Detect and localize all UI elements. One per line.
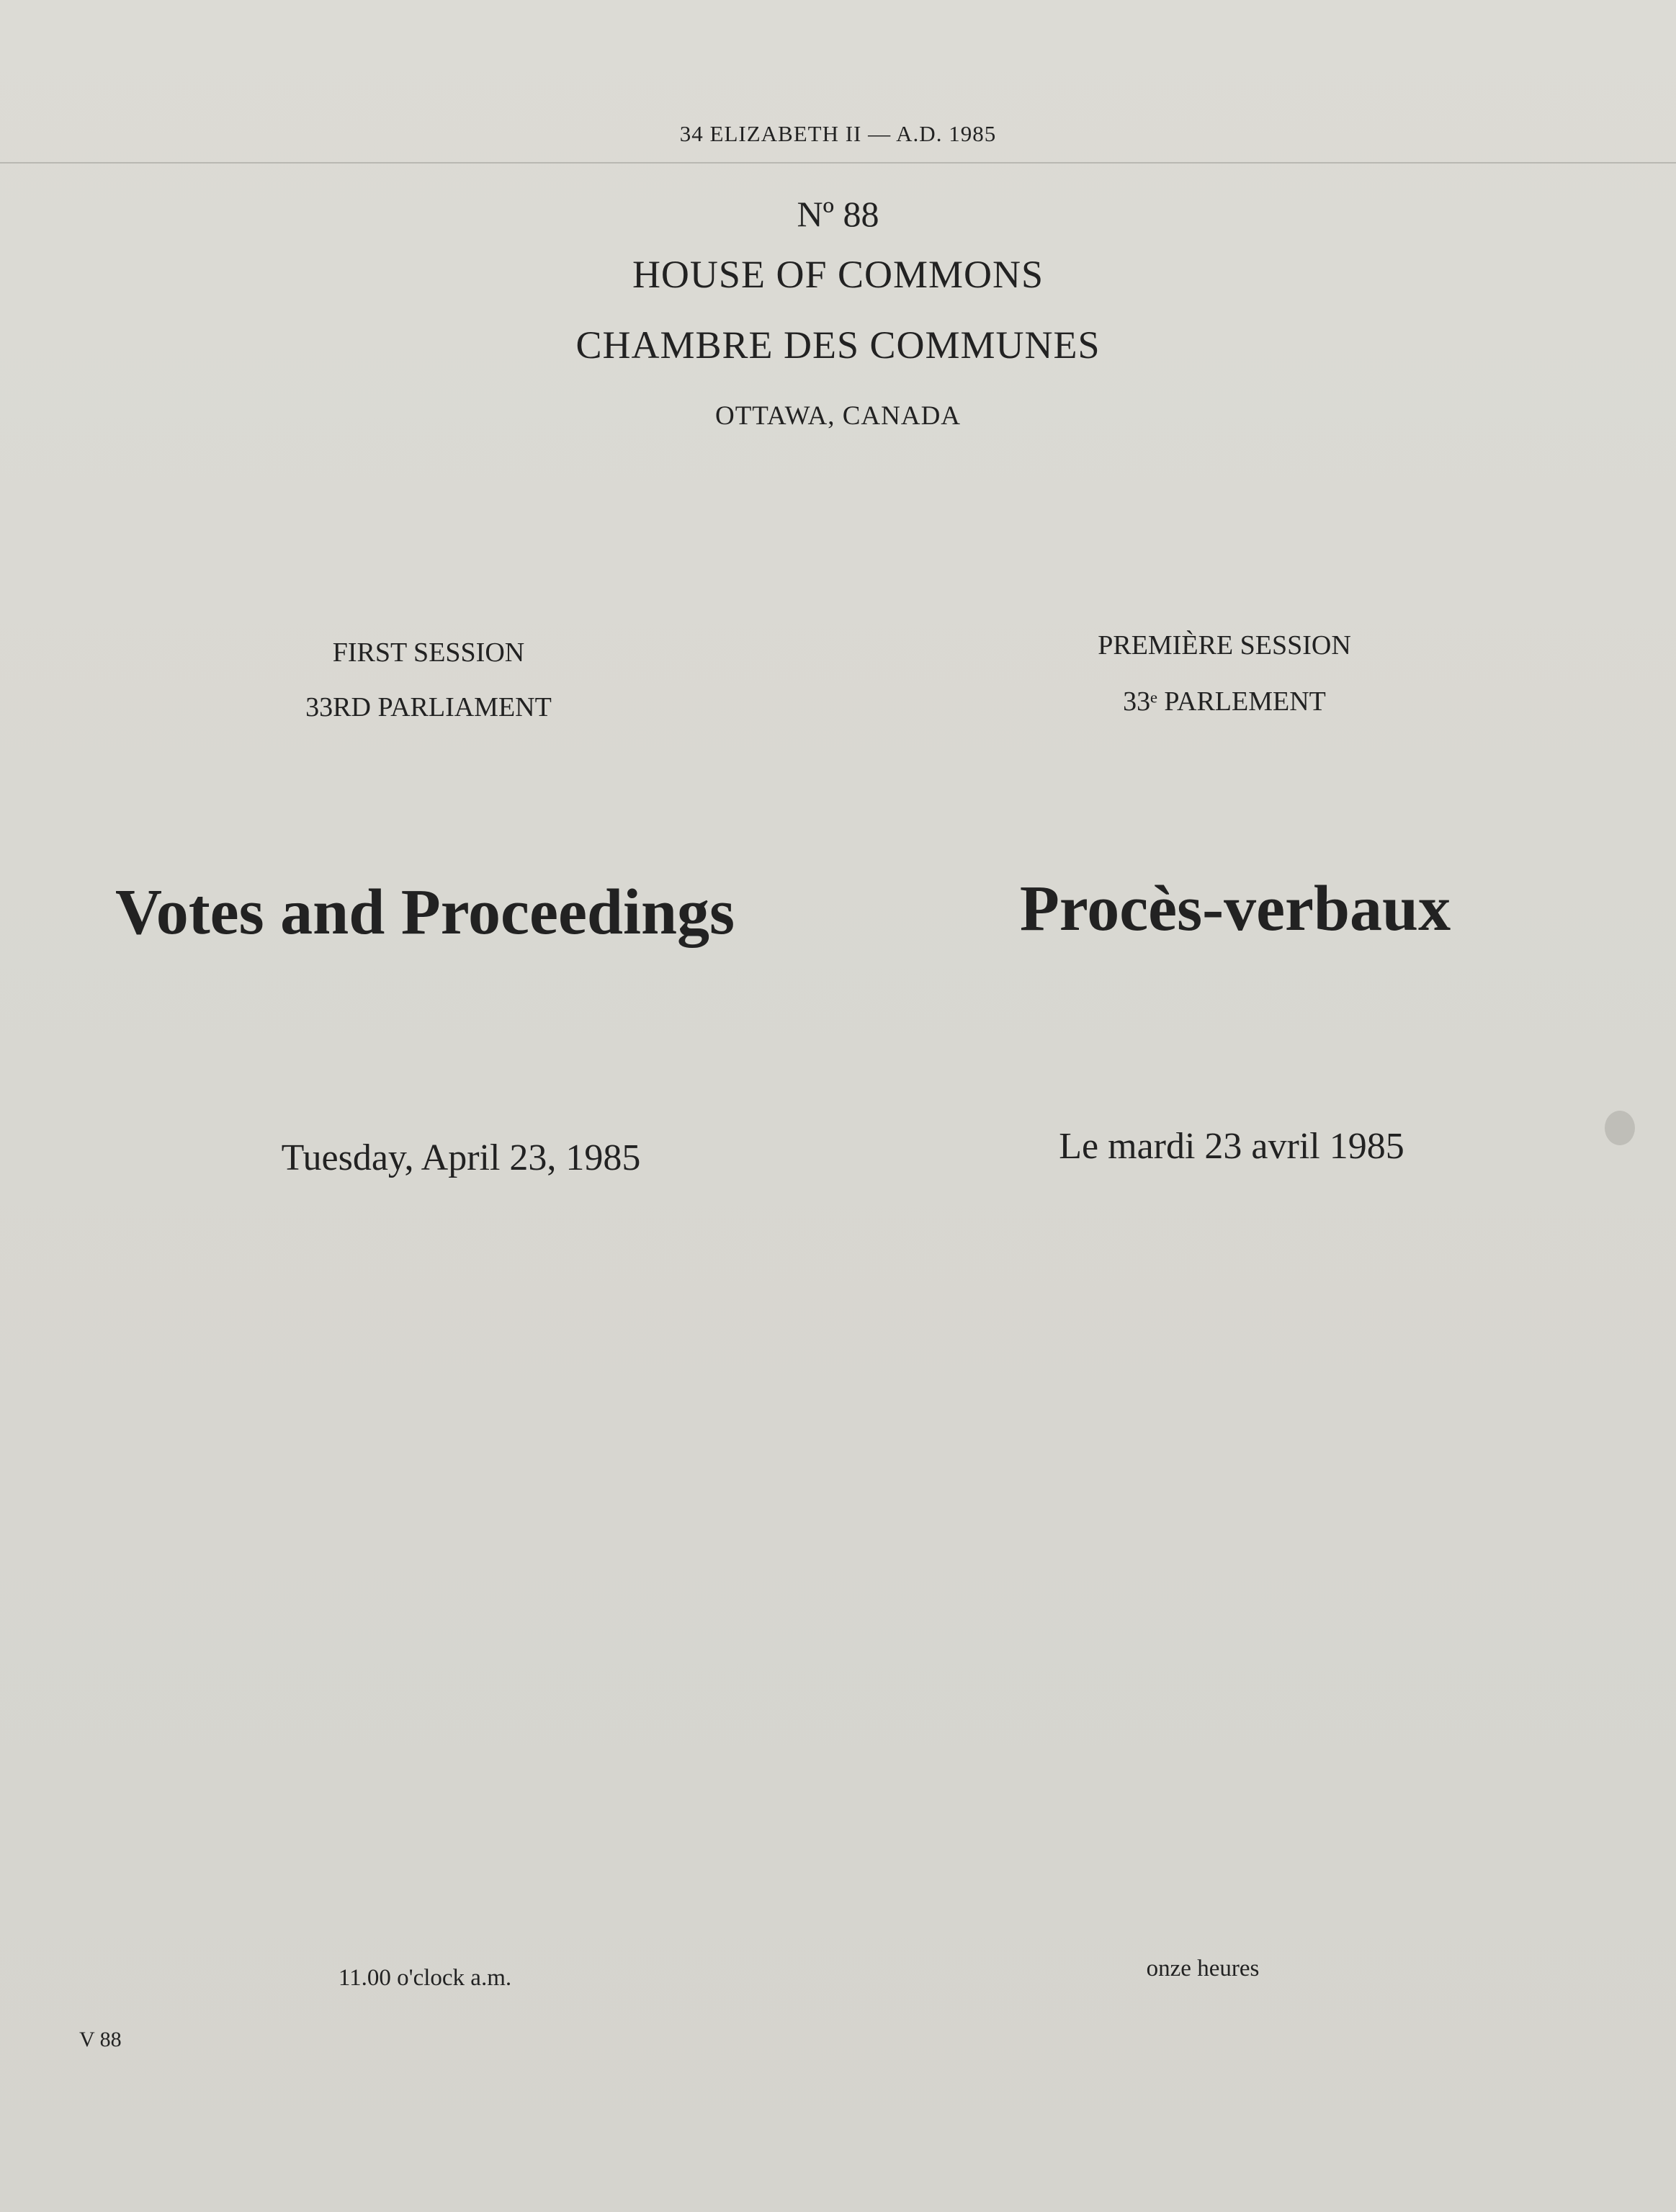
house-name-english: HOUSE OF COMMONS [632,253,1044,296]
paper-smudge [1605,1111,1635,1145]
title-english: Votes and Proceedings [115,877,735,948]
session-english: FIRST SESSION [332,637,525,668]
bleed-through-right [850,216,1606,2017]
issue-number: Nº 88 [797,194,879,234]
volume-reference: V 88 [79,2028,122,2051]
sitting-time-french: onze heures [1146,1956,1260,1982]
bleed-through-left [65,216,821,2017]
sitting-time-english: 11.00 o'clock a.m. [338,1965,512,1991]
parliament-english: 33RD PARLIAMENT [305,692,552,722]
page-edge-line [0,162,1676,164]
house-name-french: CHAMBRE DES COMMUNES [575,323,1101,367]
session-french: PREMIÈRE SESSION [1098,630,1351,661]
date-french: Le mardi 23 avril 1985 [1059,1126,1404,1167]
date-english: Tuesday, April 23, 1985 [281,1137,641,1178]
parliament-french: 33ᵉ PARLEMENT [1123,686,1326,717]
title-french: Procès-verbaux [1019,873,1451,944]
city-line: OTTAWA, CANADA [714,401,962,431]
running-head: 34 ELIZABETH II — A.D. 1985 [679,121,997,146]
